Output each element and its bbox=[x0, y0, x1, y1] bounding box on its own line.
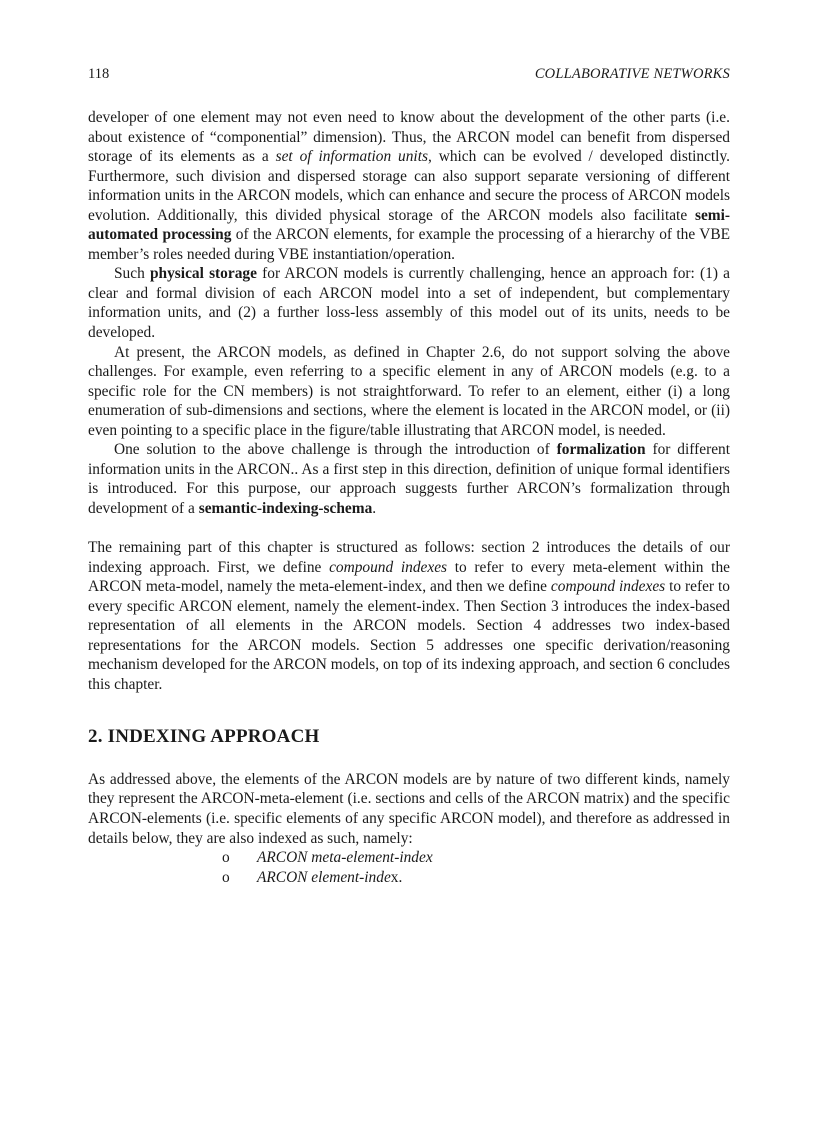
body-paragraph bbox=[88, 108, 730, 264]
page-header bbox=[88, 66, 730, 86]
bullet-item bbox=[88, 848, 730, 868]
section-intro-paragraph: As addressed above, the elements of the ARCON models are by nature of two different kinds, namely they represent the ARCON-meta-element (i.e. sections and cells of the ARCON matrix) and the specific ARCON-elements (i.e. specific elements of any specific ARCON model), and therefore as addressed in details below, they are also indexed as such, namely: bbox=[88, 770, 730, 847]
bullet-marker: o bbox=[222, 849, 230, 867]
text-run: to refer to every meta-element within the ARCON meta-model, namely the meta-element-index, and then we define bbox=[88, 558, 730, 596]
bullet-text: ARCON meta-element-index bbox=[257, 849, 433, 867]
bullet-item bbox=[88, 868, 730, 888]
bullet-list bbox=[88, 848, 730, 887]
emphasis-italic: set of information units bbox=[275, 148, 428, 166]
section-heading: 2. INDEXING APPROACH bbox=[88, 726, 320, 748]
text-run: One solution to the above challenge is through the introduction of bbox=[114, 441, 557, 459]
body-paragraph bbox=[88, 538, 730, 694]
text-run: Such bbox=[114, 265, 150, 283]
text-run: At present, the ARCON models, as defined in Chapter 2.6, do not support solving the above challenges. For example, even referring to a specific element in any of ARCON models (e.g. to a specific role for the CN members) is not straightforward. To refer to an element, either (i) a long enumeration of sub-dimensions and sections, where the element is located in the ARCON model, or (ii) even pointing to a specific place in the figure/table illustrating that ARCON model, is needed. bbox=[88, 343, 730, 439]
text-run: to refer to every specific ARCON element, namely the element-index. Then Section 3 introduces the index-based representation of all elements in the ARCON models. Section 4 addresses two index-based representations for the ARCON models. Section 5 addresses one specific derivation/reasoning mechanism developed for the ARCON models, on top of its indexing approach, and section 6 concludes this chapter. bbox=[88, 578, 730, 693]
body-paragraph bbox=[88, 343, 730, 441]
text-run: of the ARCON elements, for example the processing of a hierarchy of the VBE member’s roles needed during VBE instantiation/operation. bbox=[88, 226, 731, 263]
emphasis-italic: compound indexes bbox=[329, 558, 448, 576]
body-paragraph bbox=[88, 264, 730, 342]
text-run: , which can be evolved / developed distinctly. Furthermore, such division and dispersed storage can also support separate versioning of different information units in the ARCON models, which can enhance and secure the process of ARCON models evolution. Additionally, this divided physical storage of the ARCON models also facilitate bbox=[88, 148, 730, 224]
paragraph-group bbox=[88, 108, 730, 694]
paragraph-gap bbox=[88, 518, 730, 538]
bullet-text-tail: x. bbox=[390, 868, 403, 886]
body-text bbox=[88, 108, 730, 887]
page-number: 118 bbox=[88, 66, 110, 82]
body-paragraph bbox=[88, 440, 730, 518]
text-run: developer of one element may not even need to know about the development of the other parts (i.e. about existence of “componential” dimension). Thus, the ARCON model can benefit from dispersed storage of its elements as a bbox=[88, 109, 730, 166]
text-run: . bbox=[372, 499, 377, 517]
bullet-marker: o bbox=[222, 868, 230, 886]
emphasis-bold: physical storage bbox=[149, 265, 257, 283]
bullet-text: ARCON element-inde bbox=[257, 868, 391, 886]
emphasis-bold: formalization bbox=[556, 441, 646, 459]
emphasis-bold: semantic-indexing-schema bbox=[198, 499, 373, 517]
text-run: for ARCON models is currently challenging, hence an approach for: (1) a clear and formal division of each ARCON model into a set of independent, but complementary information units, and (2) a further loss-less assembly of this model out of its units, needs to be developed. bbox=[88, 265, 731, 342]
running-title: COLLABORATIVE NETWORKS bbox=[534, 66, 730, 82]
emphasis-bold: semi-automated processing bbox=[88, 206, 730, 244]
text-run: The remaining part of this chapter is structured as follows: section 2 introduces the details of our indexing approach. First, we define bbox=[88, 538, 730, 576]
emphasis-italic: compound indexes bbox=[550, 578, 666, 596]
text-run: for different information units in the ARCON.. As a first step in this direction, definition of unique formal identifiers is introduced. For this purpose, our approach suggests further ARCON’s formalization through development of a bbox=[88, 441, 731, 517]
